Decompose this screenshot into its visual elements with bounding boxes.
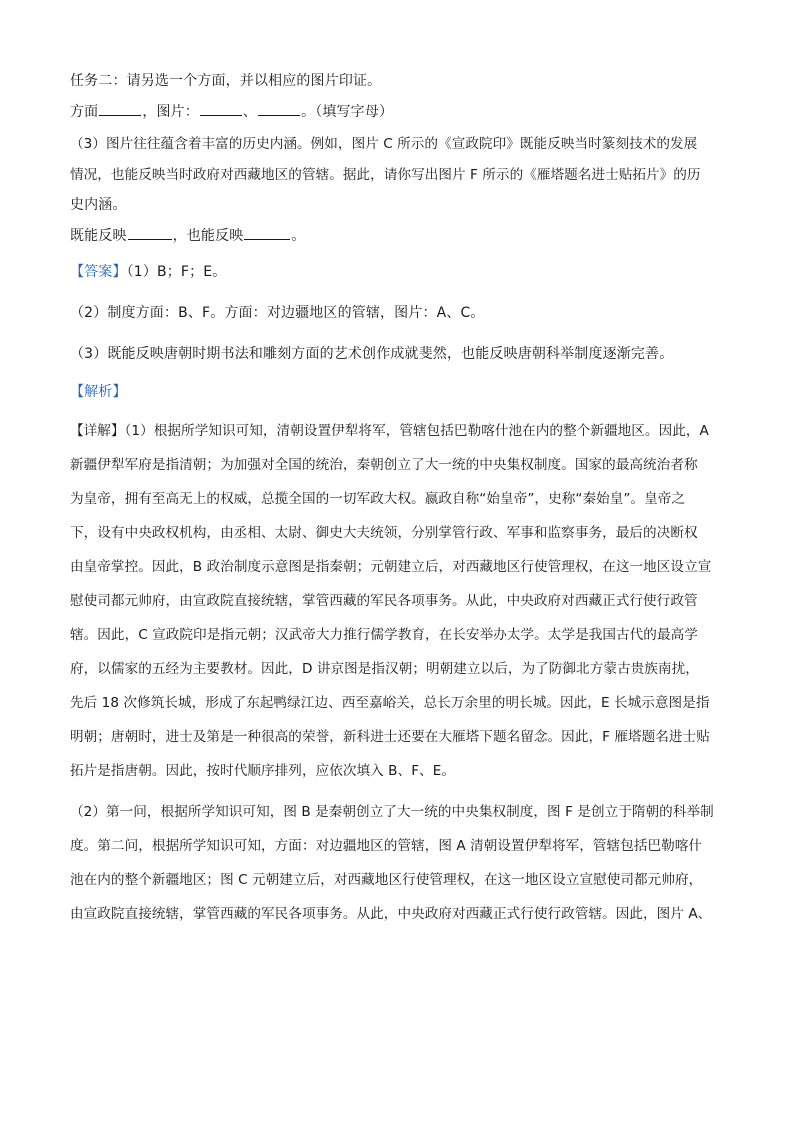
analysis-text-13: 池在内的整个新疆地区；图 C 元朝建立后，对西藏地区行使管理权，在这一地区设立宣慰使司都元帅府， bbox=[70, 872, 703, 888]
answer-text-2: （2）制度方面：B、F。方面：对边疆地区的管辖，图片：A、C。 bbox=[70, 305, 485, 321]
analysis-text-14: 由宣政院直接统辖，掌管西藏的军民各项事务。从此，中央政府对西藏正式行使行政管辖。因此，图片 A、 bbox=[70, 906, 712, 922]
task2-line1 bbox=[70, 70, 381, 90]
q3-text-1: （3）图片往往蕴含着丰富的历史内涵。例如，图片 C 所示的《宣政院印》既能反映当时篆刻技术的发展 bbox=[70, 136, 698, 152]
analysis-text-12: 度。第二问，根据所学知识可知，方面：对边疆地区的管辖，图 A 清朝设置伊犁将军，管辖包括巴勒喀什 bbox=[70, 838, 703, 854]
analysis-text-3: 下，设有中央政权机构，由丞相、太尉、御史大夫统领，分别掌管行政、军事和监察事务，最后的决断权 bbox=[70, 525, 698, 541]
task2-prefix: 方面 bbox=[70, 104, 99, 120]
blank-reflect-1[interactable] bbox=[128, 225, 172, 240]
analysis-text-7: 府，以儒家的五经为主要教材。因此，D 讲京图是指汉朝；明朝建立以后，为了防御北方蒙古贵族南扰， bbox=[70, 661, 699, 677]
q3-line2 bbox=[70, 163, 701, 183]
blank-picture-1[interactable] bbox=[200, 101, 242, 116]
blank-aspect[interactable] bbox=[99, 101, 141, 116]
analysis-line-11 bbox=[70, 800, 714, 820]
answer-text-3: （3）既能反映唐朝时期书法和雕刻方面的艺术创作成就斐然，也能反映唐朝科举制度逐渐完善。 bbox=[70, 346, 674, 362]
analysis-line-9 bbox=[70, 725, 710, 745]
analysis-text-4: 由皇帝掌控。因此，B 政治制度示意图是指秦朝；元朝建立后，对西藏地区行使管理权，在这一地区设立宣 bbox=[70, 559, 712, 575]
q3-mid: ，也能反映 bbox=[172, 228, 244, 244]
analysis-heading bbox=[70, 381, 127, 401]
analysis-line-14 bbox=[70, 902, 711, 922]
analysis-text-9: 明朝；唐朝时，进士及第是一种很高的荣誉，新科进士还要在大雁塔下题名留念。因此，F 雁塔题名进士贴 bbox=[70, 729, 710, 745]
analysis-line-4 bbox=[70, 555, 711, 575]
analysis-line-12 bbox=[70, 834, 702, 854]
analysis-line-6 bbox=[70, 623, 698, 643]
analysis-text-8: 先后 18 次修筑长城，形成了东起鸭绿江边、西至嘉峪关，总长万余里的明长城。因此，E 长城示意图是指 bbox=[70, 695, 710, 711]
blank-reflect-2[interactable] bbox=[244, 225, 290, 240]
analysis-line-3 bbox=[70, 521, 698, 541]
analysis-tag: 【解析】 bbox=[70, 384, 127, 400]
analysis-line-10 bbox=[70, 759, 455, 779]
q3-text-2: 情况，也能反映当时政府对西藏地区的管辖。据此，请你写出图片 F 所示的《雁塔题名进士贴拓片》的历 bbox=[70, 167, 701, 183]
blank-picture-2[interactable] bbox=[258, 101, 300, 116]
q3-suffix: 。 bbox=[291, 228, 306, 244]
analysis-text-6: 辖。因此，C 宣政院印是指元朝；汉武帝大力推行儒学教育，在长安举办太学。太学是我国古代的最高学 bbox=[70, 627, 698, 643]
detail-tag: 【详解】 bbox=[70, 423, 125, 439]
analysis-text-5: 慰使司都元帅府，由宣政院直接统辖，掌管西藏的军民各项事务。从此，中央政府对西藏正式行使行政管 bbox=[70, 593, 698, 609]
task2-suffix: 。（填写字母） bbox=[301, 104, 394, 120]
answer-line1 bbox=[70, 261, 226, 281]
analysis-text-0: （1）根据所学知识可知，清朝设置伊犁将军，管辖包括巴勒喀什池在内的整个新疆地区。因此，A bbox=[124, 423, 709, 439]
analysis-line-8 bbox=[70, 691, 709, 711]
task2-text: 任务二：请另选一个方面，并以相应的图片印证。 bbox=[70, 73, 382, 89]
analysis-line-0 bbox=[70, 419, 709, 439]
answer-line2 bbox=[70, 302, 485, 322]
q3-line4 bbox=[70, 225, 306, 245]
analysis-line-2 bbox=[70, 487, 685, 507]
analysis-text-1: 新疆伊犁军府是指清朝；为加强对全国的统治，秦朝创立了大一统的中央集权制度。国家的最高统治者称 bbox=[70, 457, 698, 473]
analysis-line-13 bbox=[70, 868, 702, 888]
analysis-text-2: 为皇帝，拥有至高无上的权威，总揽全国的一切军政大权。嬴政自称“始皇帝”，史称“秦始皇”。皇帝之 bbox=[70, 491, 686, 507]
answer-line3 bbox=[70, 343, 673, 363]
analysis-line-5 bbox=[70, 589, 698, 609]
task2-line2 bbox=[70, 101, 393, 121]
q3-text-3: 史内涵。 bbox=[70, 197, 127, 213]
answer-text-1: （1）B；F；E。 bbox=[126, 264, 227, 280]
analysis-line-1 bbox=[70, 453, 698, 473]
analysis-text-10: 拓片是指唐朝。因此，按时代顺序排列，应依次填入 B、F、E。 bbox=[70, 763, 455, 779]
analysis-text-11: （2）第一问，根据所学知识可知，图 B 是秦朝创立了大一统的中央集权制度，图 F 是创立于隋朝的科举制 bbox=[70, 804, 714, 820]
answer-tag: 【答案】 bbox=[70, 264, 127, 280]
task2-mid2: 、 bbox=[242, 104, 258, 120]
q3-line1 bbox=[70, 132, 697, 152]
analysis-line-7 bbox=[70, 657, 699, 677]
task2-mid1: ，图片： bbox=[142, 104, 199, 120]
q3-prefix: 既能反映 bbox=[70, 228, 127, 244]
q3-line3 bbox=[70, 194, 127, 214]
